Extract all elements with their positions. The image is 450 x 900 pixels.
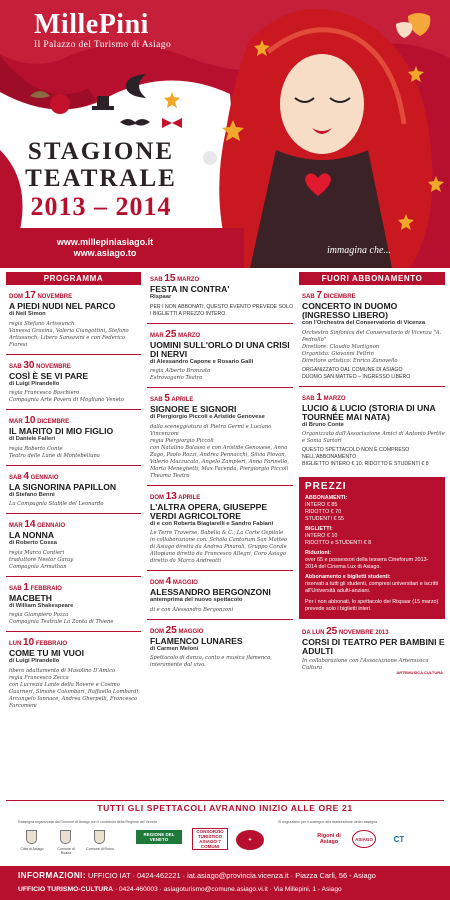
logo-ct: CT [393, 834, 405, 844]
event-day: 14 [24, 519, 36, 530]
event-weekday: MAR [9, 419, 23, 425]
event-item [6, 636, 141, 715]
event-month: NOVEMBRE [37, 294, 73, 300]
event-month: MARZO [178, 332, 201, 339]
event-author: Rispaar [150, 294, 172, 300]
crest-asiago-icon [26, 830, 37, 844]
event-item [299, 391, 445, 474]
prezzi-line: Abbonamento e biglietti studenti: [305, 574, 391, 580]
event-date: DA LUN 25 NOVEMBRE 2013 [302, 626, 389, 637]
event-author: di William Shakespeare [9, 602, 74, 609]
event-author: antemprima del nuovo spettacolo [150, 597, 243, 603]
event-note: ORGANIZZATO DAL COMUNE DI ASIAGO DUOMO SAN MATTEO – INGRESSO LIBERO [302, 366, 411, 380]
footer-line-1 [18, 871, 376, 880]
event-details: libero adattamento di Masolino D'Amico regia Francesco Zecca con Lucrezia Lante della Rovere e Cosimo Guarneri, Simone Colombari, Raffaello Lombardi, Arcangelo Iannace, Andrea Gherpelli, Francesca Farcomeni [9, 667, 140, 709]
event-item [6, 518, 141, 577]
sponsors-strip [0, 818, 450, 866]
event-title: CONCERTO IN DUOMO (INGRESSO LIBERO) [302, 301, 398, 320]
event-day: 25 [165, 624, 177, 636]
event-date [150, 330, 293, 341]
prezzi-line: riservati a tutti gli studenti, compresi universitari e iscritti all'Università adulti-anziani. [305, 581, 439, 594]
event-title: L'ALTRA OPERA, GIUSEPPE VERDI AGRICOLTORE [150, 501, 268, 521]
event-weekday: SAB [150, 397, 163, 403]
footer-line-2 [18, 886, 342, 893]
event-item [299, 289, 445, 387]
logo-regione-veneto: REGIONE DEL VENETO [136, 830, 182, 844]
fuori-event-list [299, 289, 445, 473]
event-title: SIGNORE E SIGNORI [150, 404, 237, 414]
event-date [9, 361, 141, 372]
season-line-2: TEATRALE [25, 165, 177, 192]
event-author: di Daniele Falleri [9, 436, 56, 442]
event-details: regia Giampiero Pozza Compagnia Teatrale La Zonta di Thiene [9, 612, 114, 625]
event-item [147, 624, 293, 675]
programma-heading: PROGRAMMA [6, 272, 141, 285]
event-month: APRILE [178, 494, 201, 501]
event-weekday: LUN [9, 641, 22, 647]
event-author: di Luigi Pirandello [9, 658, 60, 664]
event-title: LA SIGNORINA PAPILLON [9, 481, 117, 492]
skull-icon [203, 151, 217, 165]
event-month: GENNAIO [30, 474, 59, 481]
prezzi-heading: PREZZI [305, 481, 347, 492]
event-weekday: SAB [302, 395, 315, 402]
event-date [9, 472, 141, 483]
event-weekday: SAB [9, 474, 22, 481]
website-links [30, 237, 180, 259]
event-author: di e con Roberta Biagiarelli e Sandro Fabiani [150, 520, 274, 527]
prezzi-line: Riduzioni: [305, 550, 332, 556]
slogan: immagina che... [327, 245, 391, 256]
event-title: COME TU MI VUOI [9, 648, 84, 658]
event-details: Le Terre Traverse, Babelia & C., La Corte Ospitale in collaborazione con: Schola Cantorum San Matteo di Asiago diretta da Andrea Pinaroli, Gruppo Corale Altopiano diretto da Francesco Allegri, Coro Asiago diretto da Marco Andreotti [150, 530, 288, 564]
event-details: La Compagnia Stabile del Leonardo [9, 501, 104, 507]
event-title: UOMINI SULL'ORLO DI UNA CRISI DI NERVI [150, 339, 290, 359]
event-title: LA NONNA [9, 530, 55, 540]
event-date [150, 626, 293, 637]
crest-roana-icon [60, 830, 71, 844]
season-years: 2013 – 2014 [30, 192, 172, 221]
event-day: 15 [164, 273, 176, 284]
event-title: COSÌ È SE VI PARE [9, 370, 89, 381]
event-month: GENNAIO [37, 523, 66, 529]
event-author: di Luigi Pirandello [9, 380, 60, 387]
event-month: MAGGIO [178, 628, 204, 635]
programma-list [6, 289, 141, 715]
prezzi-lines [305, 495, 439, 613]
event-title: IL MARITO DI MIO FIGLIO [9, 426, 114, 436]
hero-poster [0, 0, 450, 268]
event-author: di Stefano Benni [9, 491, 55, 498]
prezzi-line: RIDOTTO e STUDENTI € 8 [305, 540, 372, 546]
event-author: di Piergiorgio Piccoli e Aristide Genovese [150, 414, 265, 420]
event-details: regia Roberto Conte Teatro delle Lune di Montebelluna [9, 445, 100, 459]
prezzi-line: over 65 e possessori della tessera Cineforum 2013-2014 del Cinema Lux di Asiago. [305, 557, 429, 570]
event-author: di Alessandro Capone e Rosario Galli [150, 358, 254, 365]
event-details: regia Stefano Artissunch Vanessa Gravina, Valeria Ciangottini, Stefano Artissunch, Libero Sansavini e con Federico Fioresi [9, 320, 129, 348]
event-details: In collaborazione con l'Associazione Artemusica Cultura [302, 658, 429, 671]
footer-office-text[interactable]: · 0424-460003 · asiagoturismo@comune.asiago.vi.it · Via Millepini, 1 - Asiago [114, 886, 342, 893]
event-details: regia Francesco Boschiero Compagnia Arte Povera di Mogliano Veneto [9, 390, 125, 403]
event-item [147, 575, 293, 620]
prezzi-line: BIGLIETTI: [305, 526, 333, 532]
event-weekday: SAB [9, 585, 22, 592]
event-weekday: DOM [150, 628, 164, 635]
fan-icon [50, 94, 70, 114]
event-day: 13 [165, 490, 177, 502]
event-day: 1 [23, 581, 29, 593]
event-title: MACBETH [9, 592, 52, 603]
event-author: con l'Orchestra del Conservatorio di Vicenza [302, 320, 426, 326]
prezzi-line: STUDENTI € 55 [305, 516, 344, 522]
prezzi-line: RIDOTTO € 70 [305, 509, 342, 515]
crest-label: Comune di Rotzo [86, 847, 114, 851]
event-day: 17 [24, 290, 36, 301]
event-date [150, 492, 293, 503]
middle-column [147, 272, 293, 678]
season-line-1: STAGIONE [27, 138, 175, 165]
event-day: 10 [23, 637, 35, 648]
event-weekday: SAB [9, 363, 22, 370]
woman-face [280, 54, 364, 154]
brand-tagline: Il Palazzo del Turismo di Asiago [34, 40, 172, 50]
event-details: regia Marco Cantieri traduttore Nestor Garay Compagnia Armathan [9, 549, 74, 570]
prezzi-line: INTERO € 10 [305, 533, 338, 539]
event-details: dalla sceneggiatura di Pietro Germi e Luciano Vincenzoni regia Piergiorgio Piccoli con Natalino Balasso e con Aristide Genovese, Anna Zago, Paolo Rozzi, Andrea Pennacchi, Silvia Piovan, Valerio Mazzucato, Angelo Zampieri, Anna Farinello, Marta Meneghetti, Max Facenda, Piergiorgio Piccoli Theama Teatro [150, 423, 289, 479]
event-weekday: DOM [150, 494, 164, 501]
event-month: MARZO [323, 395, 346, 402]
event-day: 4 [165, 576, 172, 587]
event-title: FESTA IN CONTRA' [150, 284, 230, 294]
event-weekday: DOM [150, 580, 164, 586]
logo-rigoni: Rigoni di Asiago [317, 833, 341, 845]
event-author: di Roberto Cossa [9, 540, 57, 546]
fuori-abbonamento-column [299, 272, 445, 681]
event-month: DICEMBRE [323, 294, 356, 300]
event-day: 10 [24, 415, 36, 426]
event-item [6, 581, 141, 633]
event-date [9, 583, 141, 594]
event-details: di e con Alessandro Bergonzoni [150, 606, 234, 613]
event-month: FEBBRAIO [35, 641, 68, 647]
website-link-asiago[interactable]: www.asiago.to [73, 248, 137, 258]
brand-name: MillePini [34, 9, 149, 40]
brand-block [34, 10, 171, 51]
event-title: LUCIO & LUCIO (STORIA DI UNA TOURNÉE MAI NATA) [302, 402, 436, 422]
event-details: Spettacolo di danza, canto e musica flamenca, interamente dal vivo. [150, 655, 272, 668]
corsi-event [299, 625, 445, 677]
event-day: 7 [316, 290, 322, 301]
event-weekday: SAB [150, 277, 163, 283]
event-month: MARZO [177, 277, 200, 283]
footer-iat-text[interactable]: UFFICIO IAT · 0424-462221 · iat.asiago@provincia.vicenza.it · Piazza Carli, 56 - Asiago [88, 871, 376, 880]
logo-consorzio-turistico: CONSORZIO TURISTICO ASIAGO 7 COMUNI [192, 828, 228, 850]
event-date [302, 393, 445, 404]
event-month: APRILE [171, 397, 194, 403]
event-title: ALESSANDRO BERGONZONI [150, 587, 271, 597]
event-weekday: DOM [9, 294, 23, 300]
event-item [6, 414, 141, 466]
middle-event-list [147, 272, 293, 674]
event-weekday: MAR [150, 332, 164, 339]
event-note: QUESTO SPETTACOLO NON È COMPRESO NELL'ABBONAMENTO BIGLIETTO INTERO € 10, RIDOTTO E STUDENTI € 8 [302, 447, 429, 467]
event-item [147, 392, 293, 486]
event-month: NOVEMBRE [36, 363, 71, 370]
crest-rotzo-icon [94, 830, 105, 844]
event-item [6, 470, 141, 515]
event-details: Organizzato dall'Associazione Amici di Antonio Pertile e Sonia Sartori [302, 431, 445, 444]
sponsor-note-right: Si ringraziano per il sostegno alla realizzazione della rassegna [278, 820, 378, 824]
event-month: MAGGIO [172, 580, 198, 586]
event-month: FEBBRAIO [30, 585, 62, 592]
fuori-heading: FUORI ABBONAMENTO [299, 272, 445, 285]
event-item [147, 272, 293, 324]
website-link-millepini[interactable]: www.millepiniasiago.it [56, 237, 154, 247]
footer-office-label: UFFICIO TURISMO-CULTURA [18, 886, 114, 893]
event-day: 25 [165, 328, 177, 340]
event-details: Orchestra Sinfonica del Conservatorio di Vicenza "A. Pedrollo" Direttore: Claudio Martignon Organista: Giovanni Feltrin Direttore artistico: Enrico Zanovello [302, 329, 442, 364]
crest-label: Città di Asiago [20, 847, 44, 851]
event-title: A PIEDI NUDI NEL PARCO [9, 301, 116, 311]
info-footer [0, 866, 450, 900]
artemusica-logo: ARTEMUSICA CULTURA [396, 670, 443, 675]
event-weekday: SAB [302, 294, 315, 300]
start-time-banner: TUTTI GLI SPETTACOLI AVRANNO INIZIO ALLE ORE 21 [6, 800, 444, 815]
prezzi-box [299, 477, 445, 619]
event-details: regia Alberto Bronzato Estravagario Teatro [150, 368, 211, 381]
event-day: 30 [23, 359, 35, 371]
event-author: di Bruno Conte [302, 421, 344, 428]
event-day: 5 [164, 393, 170, 404]
event-item [147, 328, 293, 389]
crest-label: Comune di Roana [57, 847, 75, 855]
event-note: PER I NON ABBONATI, QUESTO EVENTO PREVEDE SOLO I BIGLIETTI A PREZZO INTERO. [150, 303, 293, 317]
footer-info-label: INFORMAZIONI: [18, 871, 86, 880]
event-author: di Carmen Meloni [150, 645, 199, 652]
event-title: FLAMENCO LUNARES [150, 635, 243, 646]
event-weekday: MAR [9, 523, 23, 529]
event-month: DICEMBRE [37, 419, 70, 425]
event-title: CORSI DI TEATRO PER BAMBINI E ADULTI [302, 637, 445, 656]
logo-asiago: ASIAGO [352, 830, 376, 848]
event-author: di Neil Simon [9, 311, 46, 317]
event-day: 4 [23, 470, 29, 482]
logo-asiago-ring-icon: ✦ [236, 830, 264, 850]
prezzi-line: ABBONAMENTI: [305, 495, 348, 501]
season-title [16, 138, 186, 222]
event-item [6, 289, 141, 355]
event-item [6, 359, 141, 411]
prezzi-line: Per i non abbonati, lo spettacolo dei Rispaar (15 marzo) prevede solo i biglietti interi. [305, 599, 439, 612]
event-day: 1 [316, 391, 322, 403]
programma-column [6, 272, 141, 719]
sponsor-note-left: Rassegna organizzata dal Comune di Asiago con il contributo della Regione del Veneto [18, 820, 157, 824]
event-item [147, 490, 293, 572]
prezzi-line: INTERO € 85 [305, 502, 338, 508]
